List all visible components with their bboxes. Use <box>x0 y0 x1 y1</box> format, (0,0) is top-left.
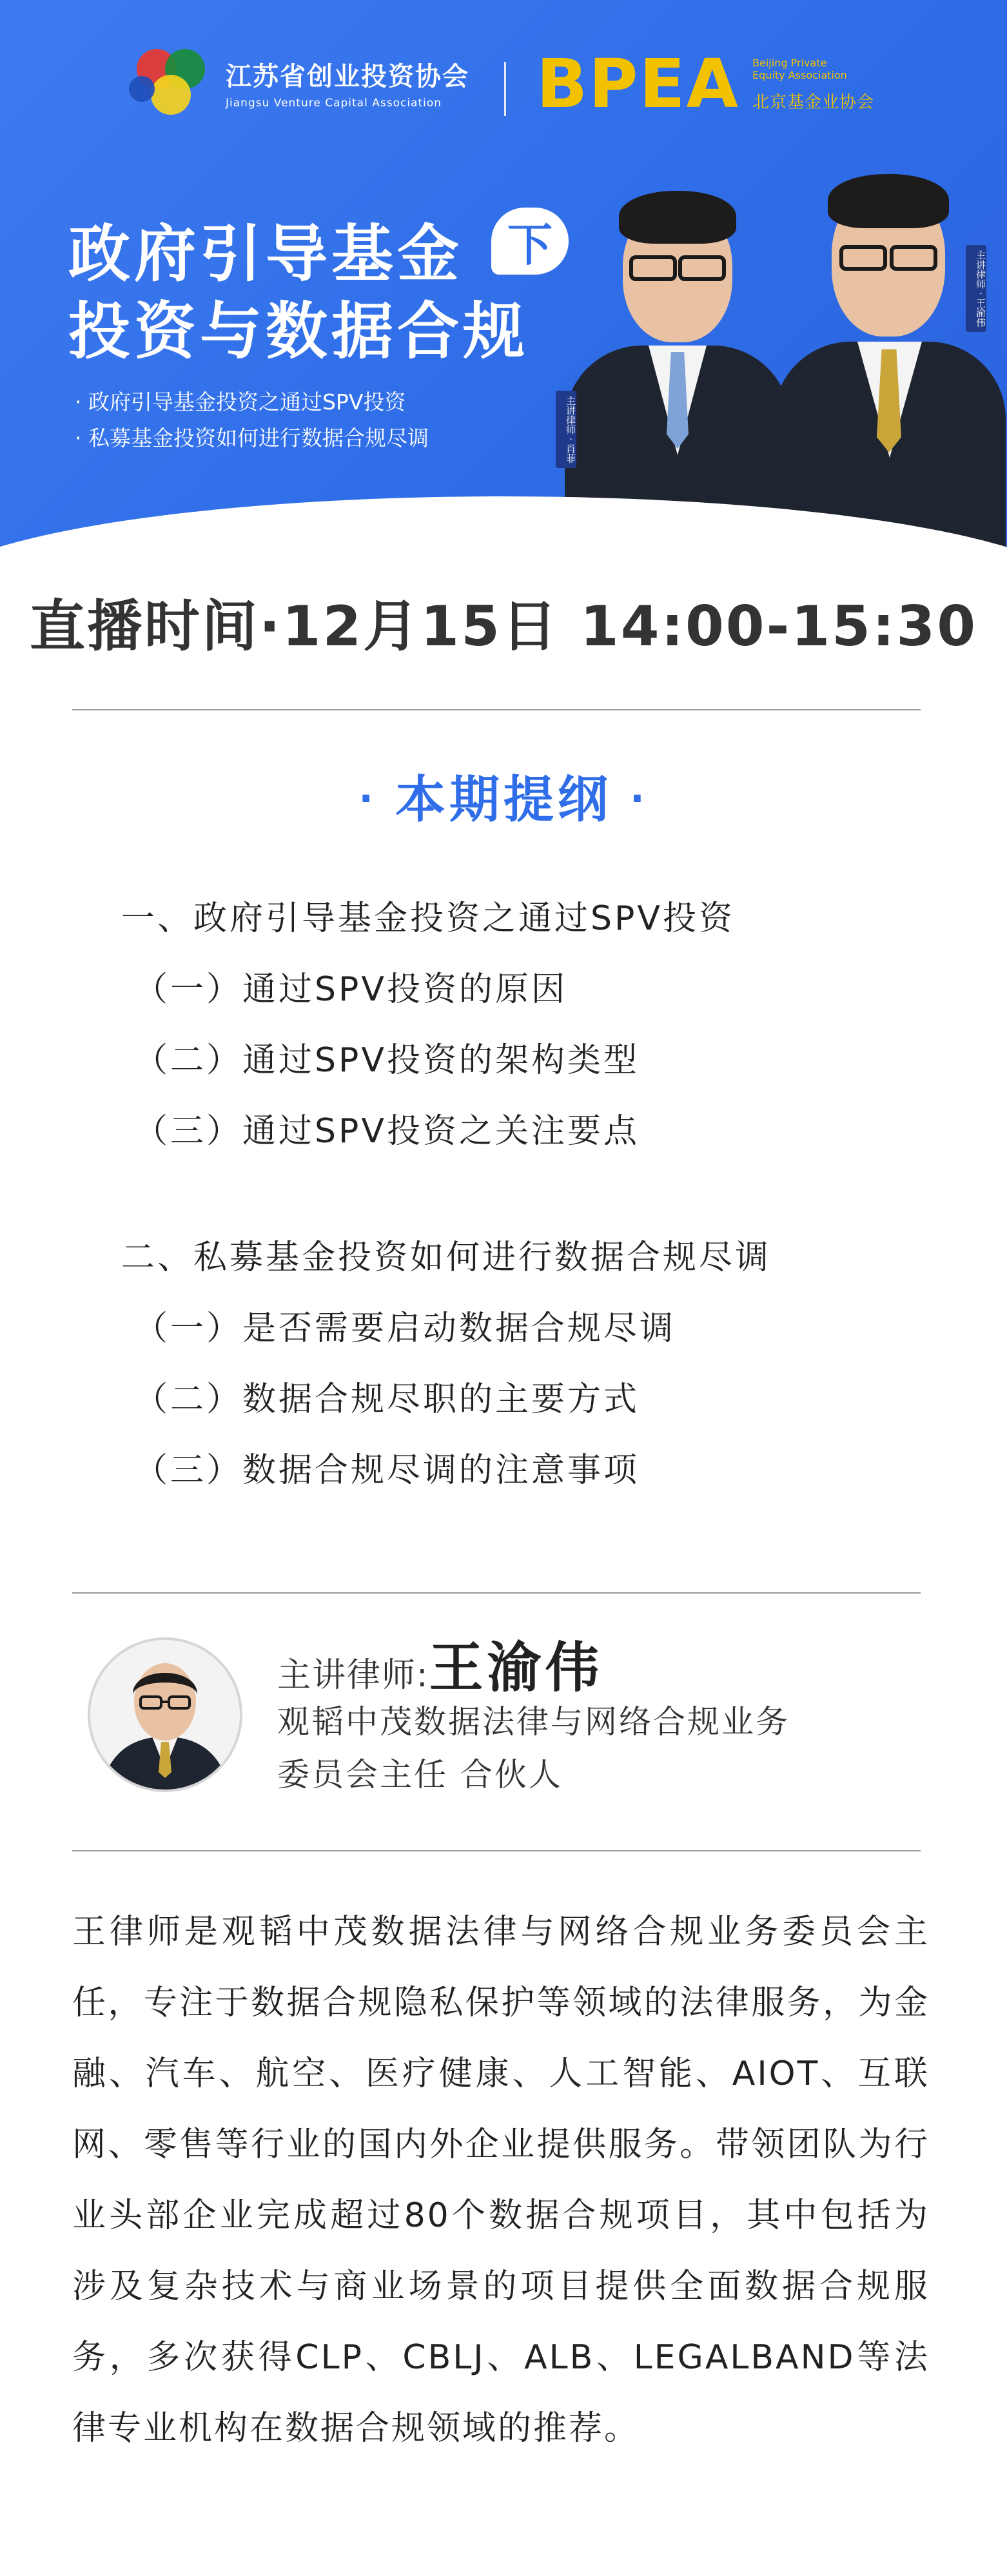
speaker-photo-left <box>552 159 797 545</box>
outline-item: （二）通过SPV投资的架构类型 <box>134 1041 640 1080</box>
association-name-cn: 江苏省创业投资协会 <box>226 61 469 92</box>
association-name-en: Jiangsu Venture Capital Association <box>226 96 442 110</box>
speaker-title <box>277 1695 790 1801</box>
jsva-rings-icon <box>122 37 213 128</box>
avatar <box>88 1637 242 1792</box>
banner-bullets <box>75 384 429 456</box>
hero-banner <box>0 0 1007 554</box>
logo-divider <box>504 62 506 116</box>
bpea-wordmark: BPEA <box>536 44 740 123</box>
divider-top <box>72 709 921 710</box>
outline-section-2: 二、私募基金投资如何进行数据合规尽调 <box>121 1238 772 1277</box>
heading-dot-left: · <box>358 776 377 821</box>
outline-item: （二）数据合规尽职的主要方式 <box>134 1380 640 1419</box>
outline-item: （一）是否需要启动数据合规尽调 <box>134 1309 676 1348</box>
speaker-photo-right <box>761 148 1007 548</box>
bpea-en-line1: Beijing Private <box>752 57 827 69</box>
banner-bullet-1: · 政府引导基金投资之通过SPV投资 <box>75 389 406 415</box>
speaker-title-line1: 观韬中茂数据法律与网络合规业务 <box>277 1703 790 1741</box>
heading-dot-right: · <box>630 776 649 821</box>
outline-heading-text: 本期提纲 <box>395 771 612 829</box>
speaker-bio: 王律师是观韬中茂数据法律与网络合规业务委员会主任，专注于数据合规隐私保护等领域的法律服务，为金融、汽车、航空、医疗健康、人工智能、AIOT、互联网、零售等行业的国内外企业提供服务。带领团队为行业头部企业完成超过80个数据合规项目，其中包括为涉及复杂技术与商业场景的项目提供全面数据合规服务，多次获得CLP、CBLJ、ALB、LEGALBAND等法律专业机构在数据合规领域的推荐。 <box>72 1913 930 2448</box>
speaker-tag-left: 主讲律师 · 肖菲 <box>556 391 576 468</box>
jsva-logo <box>122 37 469 128</box>
speaker-heading <box>277 1625 603 1703</box>
outline-list <box>121 883 771 1506</box>
divider-bottom <box>72 1850 921 1851</box>
speaker-title-line2: 委员会主任 合伙人 <box>277 1756 563 1793</box>
outline-section-1: 一、政府引导基金投资之通过SPV投资 <box>121 899 735 938</box>
divider-middle <box>72 1592 921 1594</box>
outline-item: （一）通过SPV投资的原因 <box>134 970 567 1009</box>
outline-item: （三）数据合规尽调的注意事项 <box>134 1451 640 1490</box>
banner-bullet-2: · 私募基金投资如何进行数据合规尽调 <box>75 425 429 451</box>
banner-title-line1: 政府引导基金 <box>68 218 463 290</box>
title-badge: 下 <box>491 208 569 275</box>
speaker-name: 王渝伟 <box>429 1636 603 1699</box>
bpea-name-cn: 北京基金业协会 <box>752 93 875 112</box>
speaker-label: 主讲律师: <box>277 1656 429 1695</box>
outline-heading <box>0 759 1007 832</box>
bpea-en-line2: Equity Association <box>752 69 847 81</box>
live-time: 直播时间·12月15日 14:00-15:30 <box>29 594 978 659</box>
banner-title-line2: 投资与数据合规 <box>68 295 529 367</box>
bpea-logo <box>536 44 875 123</box>
speaker-tag-right: 主讲律师 · 王渝伟 <box>966 245 986 332</box>
outline-item: （三）通过SPV投资之关注要点 <box>134 1112 640 1151</box>
